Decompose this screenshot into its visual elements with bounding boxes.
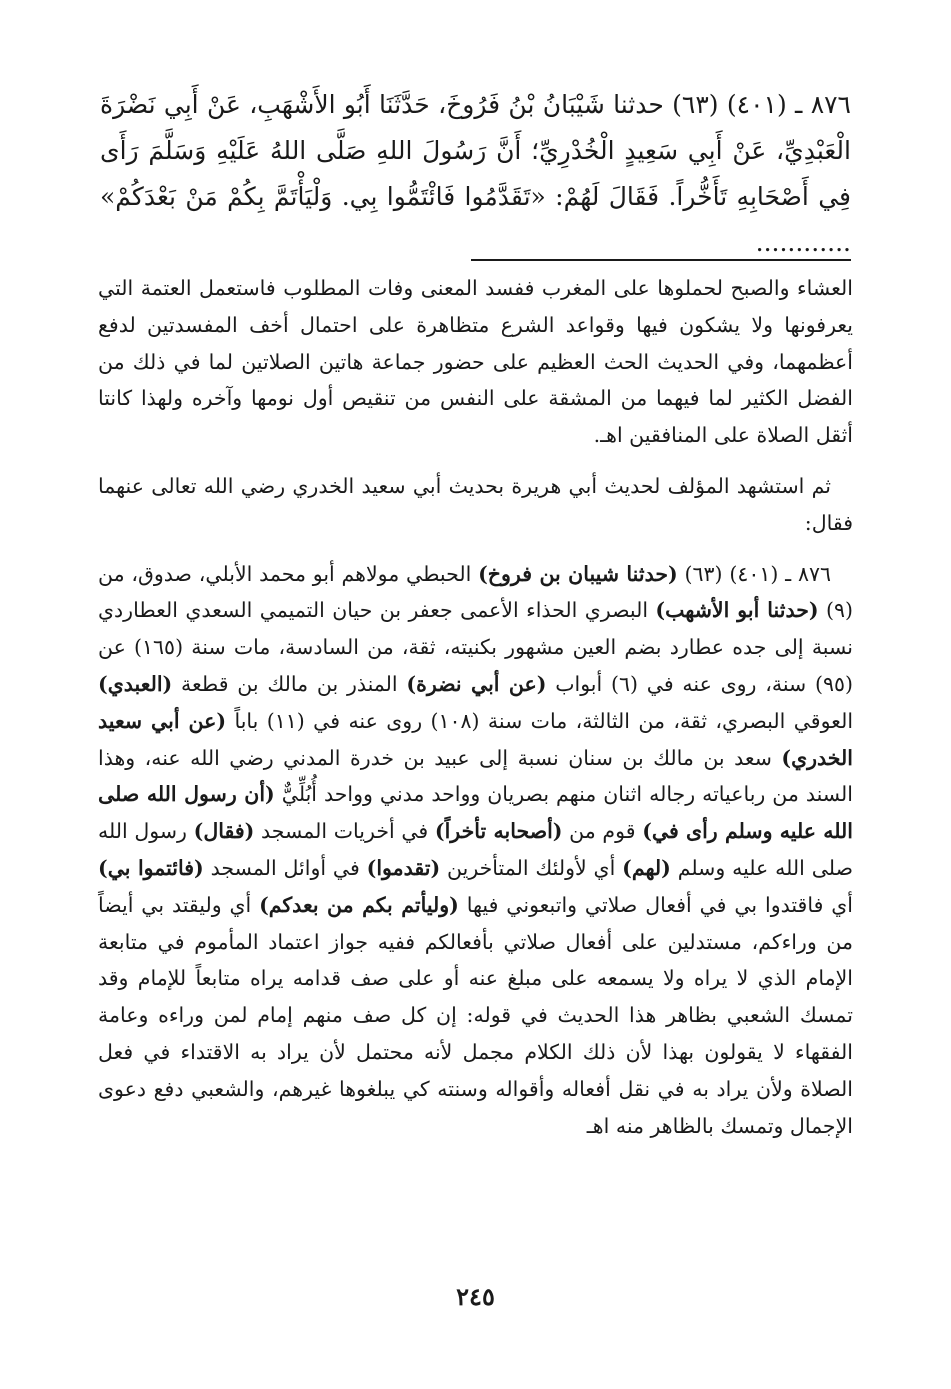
bold-quoted-phrase: (فقال) (193, 819, 255, 844)
commentary-text: سعد بن مالك بن سنان نسبة إلى عبيد بن خدرة المدني رضي الله عنه، وهذا السند من رباعياته رجاله اثنان منهم بصريان وواحد مدني وواحد أُبُلِّيٌّ (98, 745, 853, 807)
commentary-text: رسول الله صلى الله عليه وسلم (98, 819, 853, 880)
commentary-text: الحبطي مولاهم أبو محمد الأبلي، صدوق، من (٩) (98, 561, 853, 623)
bold-quoted-phrase: (حدثنا أبو الأشهب) (655, 598, 819, 623)
commentary-paragraph-1: العشاء والصبح لحملوها على المغرب ففسد المعنى وفات المطلوب فاستعمل العتمة التي يعرفونها ولا يشكون فيها وقواعد الشرع متظاهرة على احتمال أخف المفسدتين لدفع أعظمهما، وفي الحديث الحث العظيم على حضور جماعة هاتين الصلاتين لما في ذلك من الفضل الكثير لما فيهما من المشقة على النفس من تنقيص أول نومها وآخره ولهذا كانتا أثقل الصلاة على المنافقين اهـ. (98, 276, 853, 448)
bold-quoted-phrase: (العبدي) (98, 671, 173, 696)
hadith-text-block (100, 82, 851, 266)
commentary-text: المنذر بن مالك بن قطعة (172, 671, 407, 696)
commentary-text: ٨٧٦ ـ (٤٠١) (٦٣) (677, 561, 832, 586)
commentary-block (98, 270, 853, 1144)
bold-quoted-phrase: (أن رسول الله صلى الله عليه وسلم رأى في) (98, 782, 853, 844)
bold-quoted-phrase: (لهم) (622, 855, 671, 880)
commentary-text: في أوائل المسجد (203, 855, 367, 880)
commentary-text: في أخريات المسجد (254, 819, 435, 844)
bold-quoted-phrase: (فائتموا بي) (98, 855, 204, 880)
commentary-text: أي فاقتدوا بي في أفعال صلاتي واتبعوني فيها (458, 892, 853, 917)
bold-quoted-phrase: (وليأتم بكم من بعدكم) (259, 892, 459, 917)
hadith-matn: ٨٧٦ ـ (٤٠١) (٦٣) حدثنا شَيْبَانُ بْنُ فَرُوخَ، حَدَّثَنَا أَبُو الأَشْهَبِ، عَنْ أَبِي نَضْرَةَ الْعَبْدِيِّ، عَنْ أَبِي سَعِيدٍ الْخُدْرِيِّ؛ أَنَّ رَسُولَ اللهِ صَلَّى اللهُ عَلَيْهِ وَسَلَّمَ رَأَى فِي أَصْحَابِهِ تَأَخُّراً. فَقَالَ لَهُمْ: «تَقَدَّمُوا فَائْتَمُّوا بِي. وَلْيَأْتَمَّ بِكُمْ مَنْ بَعْدَكُمْ» ............ (100, 90, 851, 257)
bold-quoted-phrase: (عن أبي نضرة) (406, 671, 547, 696)
commentary-paragraph-2: ثم استشهد المؤلف لحديث أبي هريرة بحديث أبي سعيد الخدري رضي الله تعالى عنهما فقال: (98, 473, 853, 535)
commentary-text: البصري الحذاء الأعمى جعفر بن حيان التميمي السعدي العطاردي نسبة إلى جده عطارد بضم العين مشهور بكنيته، ثقة، من السادسة، مات سنة (١٦٥) عن (٩٥) سنة، روى عنه في (٦) أبواب (98, 598, 853, 696)
commentary-text: أي لأولئك المتأخرين (440, 855, 623, 880)
commentary-text: العوقي البصري، ثقة، من الثالثة، مات سنة (١٠٨) روى عنه في (١١) باباً (226, 708, 854, 733)
page-number: ٢٤٥ (456, 1282, 495, 1311)
bold-quoted-phrase: (عن أبي سعيد الخدري) (98, 708, 853, 770)
bold-quoted-phrase: (تقدموا) (366, 855, 441, 880)
footnote-separator (471, 259, 851, 261)
bold-quoted-phrase: (أصحابه تأخراً) (434, 819, 563, 844)
commentary-text: قوم من (562, 819, 643, 844)
bold-quoted-phrase: (حدثنا شيبان بن فروخ) (478, 561, 678, 586)
commentary-text: أي وليقتد بي أيضاً من وراءكم، مستدلين على أفعال صلاتي بأفعالكم ففيه جواز اعتماد المأموم في متابعة الإمام الذي لا يراه ولا يسمعه على مبلغ عنه أو على صف قدامه يراه متابعاً للإمام وقد تمسك الشعبي بظاهر هذا الحديث في قوله: إن كل صف منهم إمام لمن وراءه وعامة الفقهاء لا يقولون بهذا لأن ذلك الكلام مجمل لأنه محتمل لأن يراد به الاقتداء في فعل الصلاة ولأن يراد به في نقل أفعاله وأقواله وسنته كي يبلغوها غيرهم، والشعبي دفع دعوى الإجمال وتمسك بالظاهر منه اهـ (98, 892, 853, 1138)
commentary-paragraph-3 (98, 556, 853, 1145)
